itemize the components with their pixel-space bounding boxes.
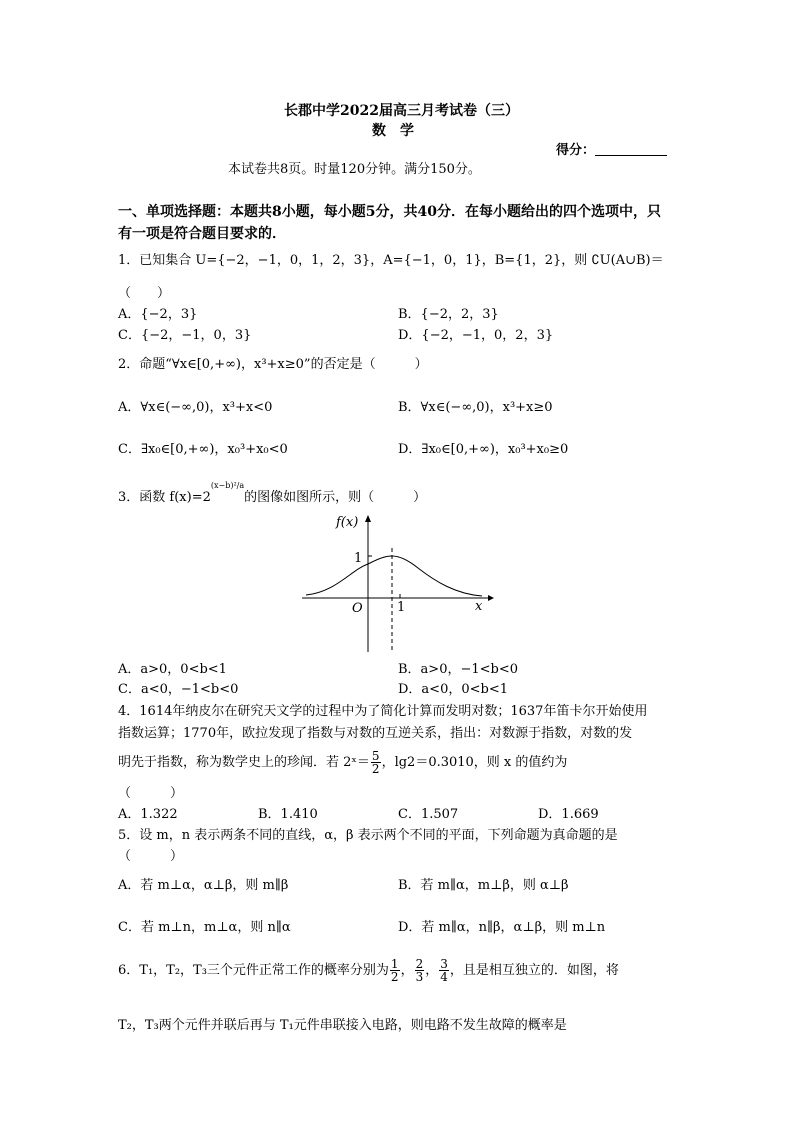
q2-option-b: B．∀x∈(−∞,0)，x³+x≥0	[398, 400, 553, 415]
q6-frac-2-den: 3	[415, 970, 424, 984]
q6-line1-post: ，且是相互独立的．如图，将	[449, 963, 619, 978]
q4-line2: 指数运算；1770年，欧拉发现了指数与对数的互逆关系，指出：对数源于指数，对数的发	[118, 726, 633, 741]
q1-paren: （ ）	[118, 286, 171, 301]
q3-option-d: D．a<0，0<b<1	[398, 682, 508, 697]
q5-paren: （ ）	[118, 849, 184, 864]
q6-frac-3	[439, 958, 449, 983]
q6-frac-1	[390, 958, 400, 983]
q5-option-b: B．若 m∥α，m⊥β，则 α⊥β	[398, 878, 569, 893]
q1-option-c: C．{−2，−1，0，3}	[118, 328, 252, 343]
q4-option-c: C．1.507	[398, 807, 459, 822]
q4-line1: 4．1614年纳皮尔在研究天文学的过程中为了简化计算而发明对数；1637年笛卡尔开始使用	[118, 704, 648, 719]
q4-line3-pre: 明先于指数，称为数学史上的珍闻．若 2ˣ＝	[118, 755, 370, 770]
y-axis-label: f(x)	[336, 515, 359, 530]
score-blank	[595, 143, 667, 156]
q3-option-b: B．a>0，−1<b<0	[398, 662, 519, 677]
q3-graph	[296, 512, 496, 657]
q6-frac-1-den: 2	[390, 970, 399, 984]
q6-line2: T₂，T₃两个元件并联后再与 T₁元件串联接入电路，则电路不发生故障的概率是	[118, 1018, 567, 1033]
y-tick-label: 1	[354, 551, 363, 566]
q6-frac-2-num: 2	[415, 957, 424, 971]
q5-option-c: C．若 m⊥n，m⊥α，则 n∥α	[118, 920, 291, 935]
q2-option-d: D．∃x₀∈[0,+∞)，x₀³+x₀≥0	[398, 442, 569, 457]
q5-stem: 5．设 m，n 表示两条不同的直线，α，β 表示两个不同的平面，下列命题为真命题的是	[118, 828, 618, 843]
x-axis-label: x	[475, 599, 483, 614]
section1-heading-line2: 有一项是符合题目要求的．	[118, 226, 286, 242]
function-curve	[306, 556, 482, 596]
q2-stem: 2．命题“∀x∈[0,+∞)，x³+x≥0”的否定是（ ）	[118, 357, 428, 372]
q6-frac-3-den: 4	[440, 970, 448, 984]
q4-paren: （ ）	[118, 786, 184, 801]
q6-line1-pre: 6．T₁，T₂，T₃三个元件正常工作的概率分别为	[118, 963, 389, 978]
q6-frac-2	[415, 958, 425, 983]
exam-title: 长郡中学2022届高三月考试卷（三）	[284, 103, 519, 119]
q4-option-a: A．1.322	[118, 807, 178, 822]
q4-frac-den: 2	[371, 762, 380, 776]
exam-info: 本试卷共8页。时量120分钟。满分150分。	[228, 162, 481, 177]
y-axis-arrow-icon	[365, 515, 371, 522]
q3-option-c: C．a<0，−1<b<0	[118, 682, 239, 697]
q4-option-b: B．1.410	[258, 807, 318, 822]
q4-option-d: D．1.669	[538, 807, 599, 822]
q1-stem: 1．已知集合 U={−2，−1，0，1，2，3}，A={−1，0，1}，B={1，2}，则 ∁U(A∪B)＝	[118, 253, 664, 268]
q4-frac-num: 5	[371, 749, 380, 763]
q3-stem-pre: 3．函数 f(x)=2	[118, 490, 211, 505]
section1-heading-line1: 一、单项选择题：本题共8小题，每小题5分，共40分．在每小题给出的四个选项中，只	[118, 204, 661, 220]
q2-option-a: A．∀x∈(−∞,0)，x³+x<0	[118, 400, 273, 415]
q1-option-b: B．{−2，2，3}	[398, 307, 499, 322]
origin-label: O	[352, 601, 363, 616]
q2-option-c: C．∃x₀∈[0,+∞)，x₀³+x₀<0	[118, 442, 288, 457]
subject-title: 数 学	[372, 123, 414, 139]
q6-sep-1: ，	[400, 963, 414, 978]
q6-line1	[118, 958, 619, 983]
q4-fraction	[371, 750, 381, 775]
q1-option-a: A．{−2，3}	[118, 307, 198, 322]
q6-frac-1-num: 1	[390, 957, 399, 971]
score-label: 得分：	[556, 143, 596, 158]
x-axis-arrow-icon	[488, 595, 494, 601]
score-field	[556, 143, 667, 159]
q6-frac-3-num: 3	[440, 957, 448, 971]
q5-option-d: D．若 m∥α，n∥β，α⊥β，则 m⊥n	[398, 920, 606, 935]
q3-stem	[118, 480, 427, 506]
q5-option-a: A．若 m⊥α，α⊥β，则 m∥β	[118, 878, 289, 893]
x-tick-label: 1	[397, 600, 406, 615]
q1-option-d: D．{−2，−1，0，2，3}	[398, 328, 554, 343]
q3-exponent: (x−b)²/a	[210, 480, 245, 490]
q4-line3-post: ，lg2＝0.3010，则 x 的值约为	[381, 755, 568, 770]
q6-sep-2: ，	[425, 963, 439, 978]
q3-option-a: A．a>0，0<b<1	[118, 662, 227, 677]
q3-stem-post: 的图像如图所示，则（ ）	[244, 490, 427, 505]
q4-line3	[118, 750, 567, 775]
